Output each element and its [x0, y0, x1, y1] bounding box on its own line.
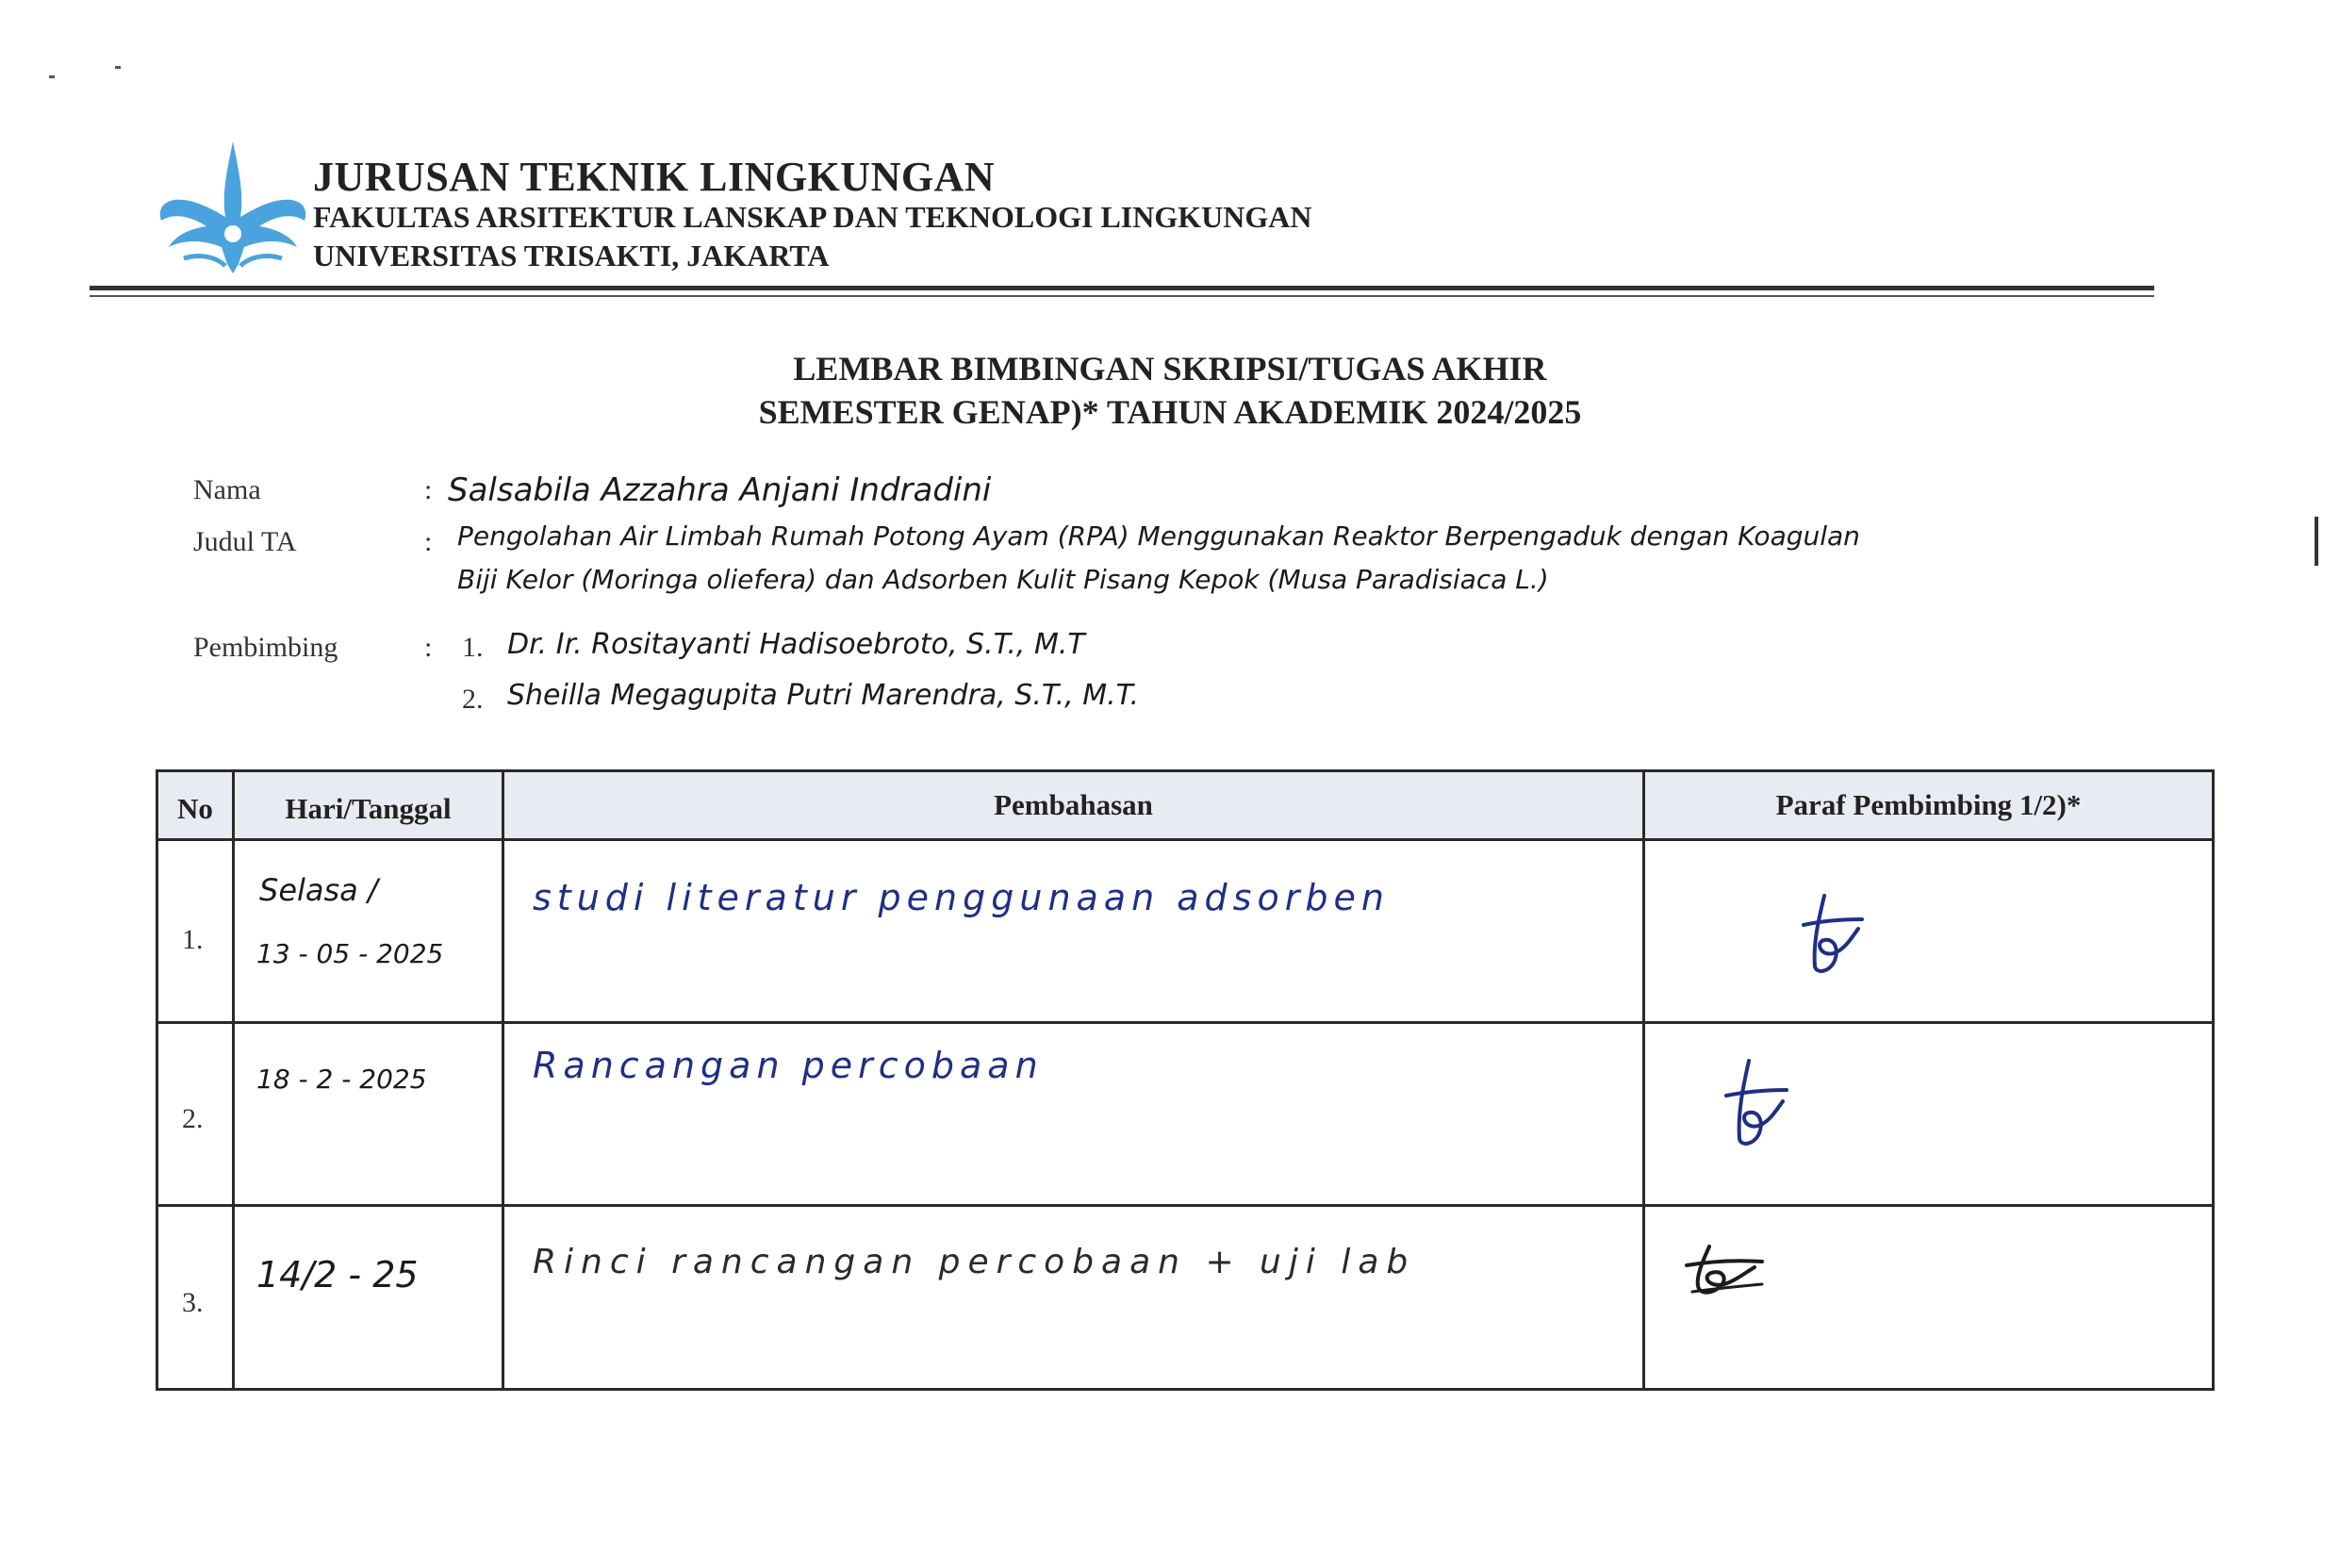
nama-value: Salsabila Azzahra Anjani Indradini: [448, 471, 992, 509]
department-name: JURUSAN TEKNIK LINGKUNGAN: [313, 154, 996, 200]
header-no: No: [177, 792, 213, 825]
signature-icon: [1796, 891, 1871, 976]
row-2-discussion: Rancangan percobaan: [533, 1045, 1044, 1086]
document-title: LEMBAR BIMBINGAN SKRIPSI/TUGAS AKHIR: [793, 350, 1547, 388]
table-column-divider: [502, 769, 504, 1391]
row-1-number: 1.: [182, 924, 204, 955]
signature-icon: [1721, 1056, 1796, 1150]
header-date: Hari/Tanggal: [285, 792, 452, 825]
university-logo-icon: [156, 141, 311, 273]
header-divider: [90, 286, 2154, 290]
table-header-divider: [156, 838, 2215, 841]
row-2-date: 18 - 2 - 2025: [256, 1064, 427, 1095]
row-3-number: 3.: [182, 1287, 204, 1318]
row-3-date: 14/2 - 25: [256, 1254, 419, 1296]
document-subtitle: SEMESTER GENAP)* TAHUN AKADEMIK 2024/2025: [758, 393, 1582, 431]
table-border-top: [156, 769, 2215, 772]
row-3-discussion: Rinci rancangan percobaan + uji lab: [533, 1243, 1416, 1281]
judul-line-2: Biji Kelor (Moringa oliefera) dan Adsorben Kulit Pisang Kepok (Musa Paradisiaca L.): [457, 564, 1549, 595]
scan-speck: [49, 75, 55, 78]
nama-colon: :: [424, 474, 433, 505]
scan-speck: [115, 66, 121, 69]
table-column-divider: [232, 769, 235, 1391]
pembimbing-1-number: 1.: [462, 632, 484, 663]
pembimbing-2-number: 2.: [462, 684, 484, 715]
table-column-divider: [1642, 769, 1645, 1391]
university-name: UNIVERSITAS TRISAKTI, JAKARTA: [313, 239, 830, 272]
pembimbing-label: Pembimbing: [193, 632, 338, 663]
judul-colon: :: [424, 526, 433, 557]
table-row-divider: [156, 1021, 2215, 1024]
table-border-bottom: [156, 1388, 2215, 1391]
judul-label: Judul TA: [193, 526, 297, 557]
table-border-left: [156, 769, 158, 1391]
table-border-right: [2212, 769, 2215, 1391]
signature-icon: [1683, 1243, 1768, 1299]
pembimbing-1-name: Dr. Ir. Rositayanti Hadisoebroto, S.T., M.T: [507, 628, 1085, 661]
pembimbing-colon: :: [424, 632, 433, 663]
nama-label: Nama: [193, 474, 261, 505]
header-paraf: Paraf Pembimbing 1/2)*: [1775, 788, 2082, 821]
row-2-number: 2.: [182, 1103, 204, 1134]
row-1-discussion: studi literatur penggunaan adsorben: [533, 877, 1390, 918]
pembimbing-2-name: Sheilla Megagupita Putri Marendra, S.T., M.T.: [507, 679, 1139, 712]
header-divider-thin: [90, 295, 2154, 297]
faculty-name: FAKULTAS ARSITEKTUR LANSKAP DAN TEKNOLOGI LINGKUNGAN: [313, 200, 1312, 234]
judul-line-1: Pengolahan Air Limbah Rumah Potong Ayam (RPA) Menggunakan Reaktor Berpengaduk dengan Koagulan: [457, 520, 1860, 552]
scan-edge-mark: [2315, 517, 2318, 566]
table-row-divider: [156, 1204, 2215, 1207]
header-discussion: Pembahasan: [994, 788, 1153, 821]
row-1-date-day: Selasa /: [259, 872, 378, 908]
row-1-date: 13 - 05 - 2025: [256, 938, 444, 969]
